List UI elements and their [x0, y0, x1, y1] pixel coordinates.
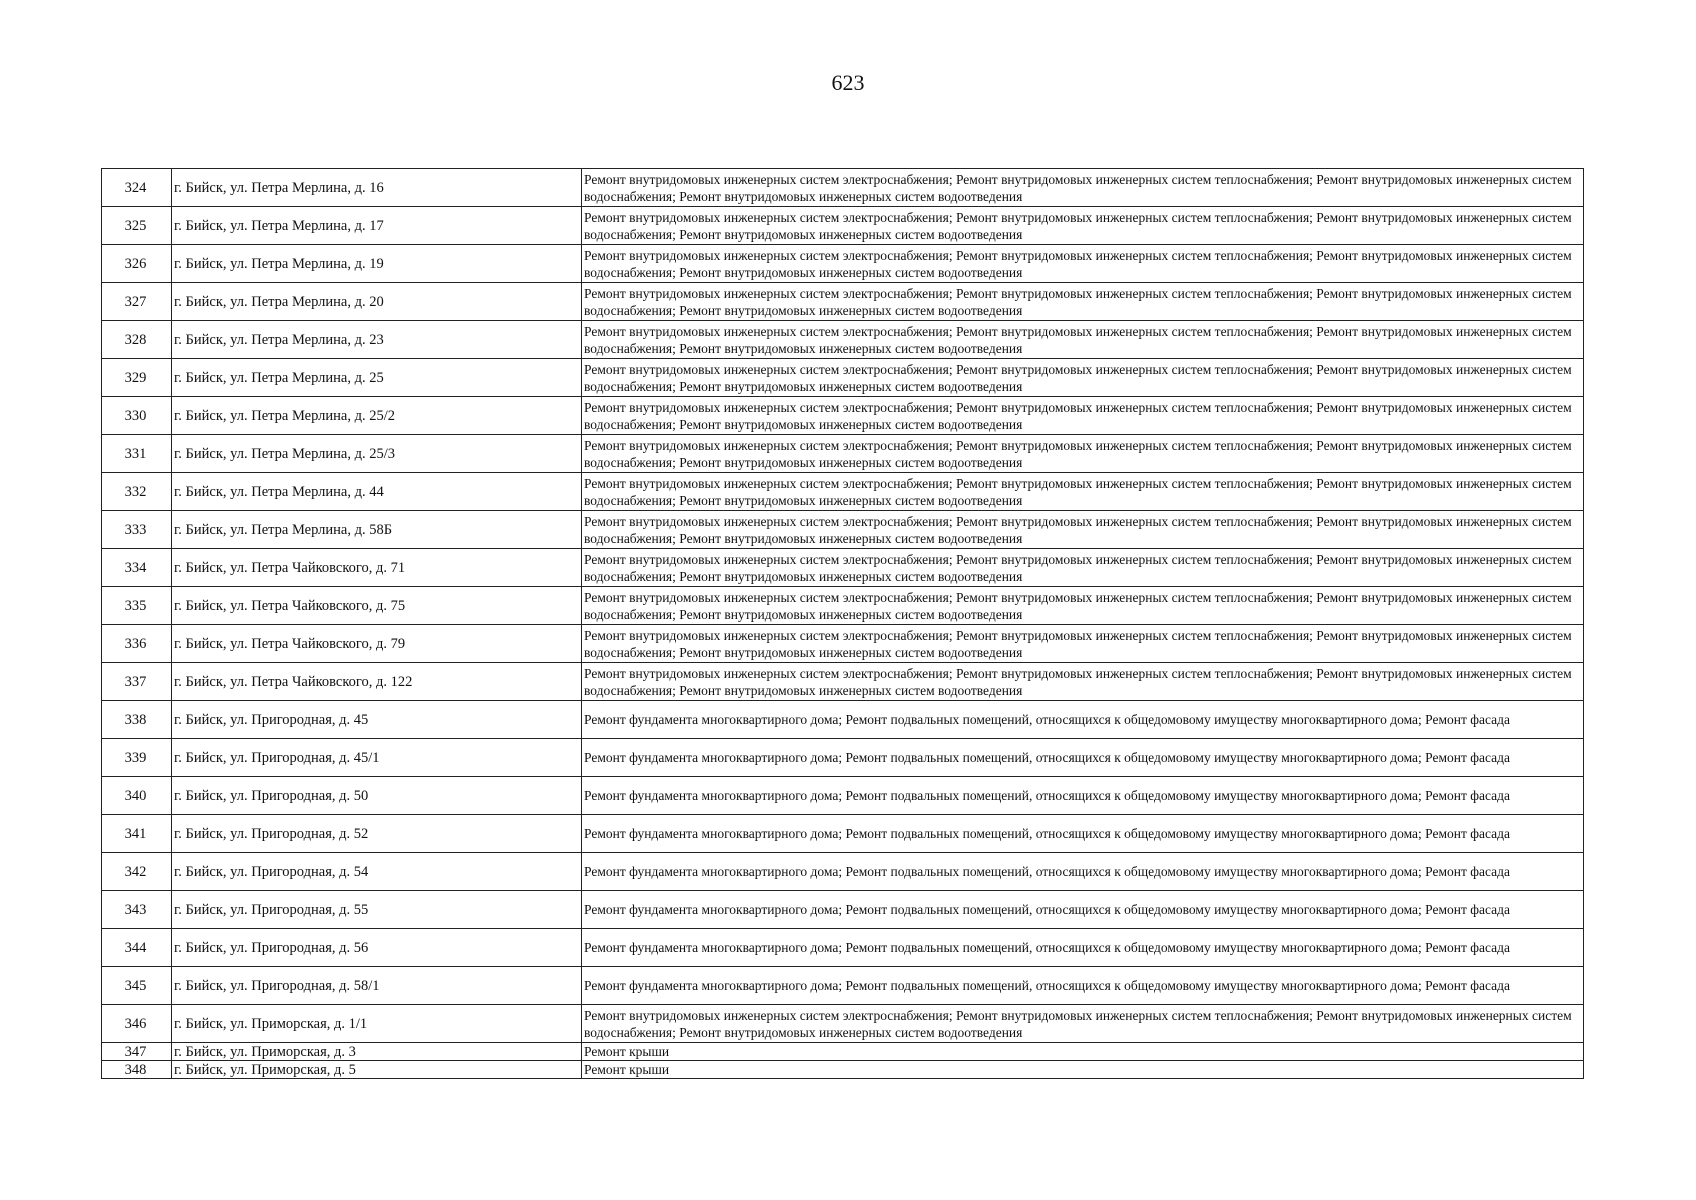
row-works: Ремонт внутридомовых инженерных систем электроснабжения; Ремонт внутридомовых инженерных систем теплоснабжения; Ремонт внутридомовых инженерных систем водоснабжения; Ремонт внутридомовых инженерных систем водоотведения: [582, 625, 1584, 663]
table-row: [102, 549, 1584, 587]
page-number: 623: [831, 70, 865, 95]
table-row: [102, 245, 1584, 283]
row-address: г. Бийск, ул. Петра Мерлина, д. 58Б: [172, 511, 582, 549]
row-works: Ремонт внутридомовых инженерных систем электроснабжения; Ремонт внутридомовых инженерных систем теплоснабжения; Ремонт внутридомовых инженерных систем водоснабжения; Ремонт внутридомовых инженерных систем водоотведения: [582, 397, 1584, 435]
row-number: 343: [102, 891, 172, 929]
row-address: г. Бийск, ул. Петра Мерлина, д. 25/2: [172, 397, 582, 435]
row-works: Ремонт фундамента многоквартирного дома; Ремонт подвальных помещений, относящихся к общедомовому имуществу многоквартирного дома; Ремонт фасада: [582, 815, 1584, 853]
row-number: 340: [102, 777, 172, 815]
row-address: г. Бийск, ул. Петра Мерлина, д. 16: [172, 169, 582, 207]
row-works: Ремонт фундамента многоквартирного дома; Ремонт подвальных помещений, относящихся к общедомовому имуществу многоквартирного дома; Ремонт фасада: [582, 701, 1584, 739]
row-address: г. Бийск, ул. Пригородная, д. 50: [172, 777, 582, 815]
table-row: [102, 701, 1584, 739]
row-number: 329: [102, 359, 172, 397]
row-address: г. Бийск, ул. Петра Мерлина, д. 19: [172, 245, 582, 283]
row-number: 339: [102, 739, 172, 777]
row-works: Ремонт внутридомовых инженерных систем электроснабжения; Ремонт внутридомовых инженерных систем теплоснабжения; Ремонт внутридомовых инженерных систем водоснабжения; Ремонт внутридомовых инженерных систем водоотведения: [582, 473, 1584, 511]
table-row: [102, 397, 1584, 435]
row-works: Ремонт внутридомовых инженерных систем электроснабжения; Ремонт внутридомовых инженерных систем теплоснабжения; Ремонт внутридомовых инженерных систем водоснабжения; Ремонт внутридомовых инженерных систем водоотведения: [582, 321, 1584, 359]
row-works: Ремонт крыши: [582, 1061, 1584, 1079]
row-number: 328: [102, 321, 172, 359]
row-address: г. Бийск, ул. Пригородная, д. 58/1: [172, 967, 582, 1005]
table-row: [102, 625, 1584, 663]
table-row: [102, 511, 1584, 549]
table-row: [102, 587, 1584, 625]
row-number: 325: [102, 207, 172, 245]
table-row: [102, 929, 1584, 967]
table-row: [102, 359, 1584, 397]
row-address: г. Бийск, ул. Петра Мерлина, д. 44: [172, 473, 582, 511]
row-address: г. Бийск, ул. Петра Чайковского, д. 75: [172, 587, 582, 625]
table-row: [102, 815, 1584, 853]
table-row: [102, 1005, 1584, 1043]
row-address: г. Бийск, ул. Петра Мерлина, д. 25/3: [172, 435, 582, 473]
table-row: [102, 473, 1584, 511]
row-address: г. Бийск, ул. Пригородная, д. 45: [172, 701, 582, 739]
row-address: г. Бийск, ул. Пригородная, д. 56: [172, 929, 582, 967]
row-number: 332: [102, 473, 172, 511]
row-number: 327: [102, 283, 172, 321]
table-body: [102, 169, 1584, 1079]
table-row: [102, 967, 1584, 1005]
row-number: 324: [102, 169, 172, 207]
table-row: [102, 321, 1584, 359]
table-row: [102, 435, 1584, 473]
row-works: Ремонт внутридомовых инженерных систем электроснабжения; Ремонт внутридомовых инженерных систем теплоснабжения; Ремонт внутридомовых инженерных систем водоснабжения; Ремонт внутридомовых инженерных систем водоотведения: [582, 435, 1584, 473]
row-address: г. Бийск, ул. Пригородная, д. 52: [172, 815, 582, 853]
row-works: Ремонт внутридомовых инженерных систем электроснабжения; Ремонт внутридомовых инженерных систем теплоснабжения; Ремонт внутридомовых инженерных систем водоснабжения; Ремонт внутридомовых инженерных систем водоотведения: [582, 207, 1584, 245]
row-works: Ремонт внутридомовых инженерных систем электроснабжения; Ремонт внутридомовых инженерных систем теплоснабжения; Ремонт внутридомовых инженерных систем водоснабжения; Ремонт внутридомовых инженерных систем водоотведения: [582, 283, 1584, 321]
row-works: Ремонт внутридомовых инженерных систем электроснабжения; Ремонт внутридомовых инженерных систем теплоснабжения; Ремонт внутридомовых инженерных систем водоснабжения; Ремонт внутридомовых инженерных систем водоотведения: [582, 663, 1584, 701]
row-works: Ремонт фундамента многоквартирного дома; Ремонт подвальных помещений, относящихся к общедомовому имуществу многоквартирного дома; Ремонт фасада: [582, 739, 1584, 777]
row-works: Ремонт фундамента многоквартирного дома; Ремонт подвальных помещений, относящихся к общедомовому имуществу многоквартирного дома; Ремонт фасада: [582, 853, 1584, 891]
row-address: г. Бийск, ул. Петра Мерлина, д. 17: [172, 207, 582, 245]
row-address: г. Бийск, ул. Петра Мерлина, д. 25: [172, 359, 582, 397]
row-number: 341: [102, 815, 172, 853]
table-row: [102, 1061, 1584, 1079]
table-row: [102, 891, 1584, 929]
row-works: Ремонт внутридомовых инженерных систем электроснабжения; Ремонт внутридомовых инженерных систем теплоснабжения; Ремонт внутридомовых инженерных систем водоснабжения; Ремонт внутридомовых инженерных систем водоотведения: [582, 245, 1584, 283]
row-works: Ремонт фундамента многоквартирного дома; Ремонт подвальных помещений, относящихся к общедомовому имуществу многоквартирного дома; Ремонт фасада: [582, 777, 1584, 815]
row-number: 338: [102, 701, 172, 739]
row-works: Ремонт внутридомовых инженерных систем электроснабжения; Ремонт внутридомовых инженерных систем теплоснабжения; Ремонт внутридомовых инженерных систем водоснабжения; Ремонт внутридомовых инженерных систем водоотведения: [582, 549, 1584, 587]
row-works: Ремонт крыши: [582, 1043, 1584, 1061]
row-number: 334: [102, 549, 172, 587]
row-number: 342: [102, 853, 172, 891]
row-address: г. Бийск, ул. Приморская, д. 1/1: [172, 1005, 582, 1043]
row-number: 345: [102, 967, 172, 1005]
row-works: Ремонт внутридомовых инженерных систем электроснабжения; Ремонт внутридомовых инженерных систем теплоснабжения; Ремонт внутридомовых инженерных систем водоснабжения; Ремонт внутридомовых инженерных систем водоотведения: [582, 511, 1584, 549]
row-address: г. Бийск, ул. Петра Чайковского, д. 79: [172, 625, 582, 663]
table-row: [102, 853, 1584, 891]
row-address: г. Бийск, ул. Приморская, д. 5: [172, 1061, 582, 1079]
row-number: 348: [102, 1061, 172, 1079]
row-works: Ремонт фундамента многоквартирного дома; Ремонт подвальных помещений, относящихся к общедомовому имуществу многоквартирного дома; Ремонт фасада: [582, 967, 1584, 1005]
table-row: [102, 663, 1584, 701]
table-row: [102, 283, 1584, 321]
row-number: 344: [102, 929, 172, 967]
row-number: 335: [102, 587, 172, 625]
table-row: [102, 777, 1584, 815]
row-address: г. Бийск, ул. Приморская, д. 3: [172, 1043, 582, 1061]
row-works: Ремонт внутридомовых инженерных систем электроснабжения; Ремонт внутридомовых инженерных систем теплоснабжения; Ремонт внутридомовых инженерных систем водоснабжения; Ремонт внутридомовых инженерных систем водоотведения: [582, 169, 1584, 207]
row-number: 331: [102, 435, 172, 473]
row-number: 347: [102, 1043, 172, 1061]
repair-works-table: [101, 168, 1584, 1079]
row-works: Ремонт внутридомовых инженерных систем электроснабжения; Ремонт внутридомовых инженерных систем теплоснабжения; Ремонт внутридомовых инженерных систем водоснабжения; Ремонт внутридомовых инженерных систем водоотведения: [582, 359, 1584, 397]
row-address: г. Бийск, ул. Пригородная, д. 45/1: [172, 739, 582, 777]
table-row: [102, 207, 1584, 245]
row-works: Ремонт внутридомовых инженерных систем электроснабжения; Ремонт внутридомовых инженерных систем теплоснабжения; Ремонт внутридомовых инженерных систем водоснабжения; Ремонт внутридомовых инженерных систем водоотведения: [582, 1005, 1584, 1043]
row-works: Ремонт фундамента многоквартирного дома; Ремонт подвальных помещений, относящихся к общедомовому имуществу многоквартирного дома; Ремонт фасада: [582, 929, 1584, 967]
table-row: [102, 1043, 1584, 1061]
row-number: 330: [102, 397, 172, 435]
table-row: [102, 169, 1584, 207]
row-address: г. Бийск, ул. Пригородная, д. 55: [172, 891, 582, 929]
row-address: г. Бийск, ул. Пригородная, д. 54: [172, 853, 582, 891]
row-number: 346: [102, 1005, 172, 1043]
table-row: [102, 739, 1584, 777]
row-number: 337: [102, 663, 172, 701]
row-address: г. Бийск, ул. Петра Чайковского, д. 71: [172, 549, 582, 587]
row-address: г. Бийск, ул. Петра Чайковского, д. 122: [172, 663, 582, 701]
row-address: г. Бийск, ул. Петра Мерлина, д. 20: [172, 283, 582, 321]
row-works: Ремонт фундамента многоквартирного дома; Ремонт подвальных помещений, относящихся к общедомовому имуществу многоквартирного дома; Ремонт фасада: [582, 891, 1584, 929]
row-address: г. Бийск, ул. Петра Мерлина, д. 23: [172, 321, 582, 359]
row-number: 336: [102, 625, 172, 663]
row-number: 326: [102, 245, 172, 283]
row-works: Ремонт внутридомовых инженерных систем электроснабжения; Ремонт внутридомовых инженерных систем теплоснабжения; Ремонт внутридомовых инженерных систем водоснабжения; Ремонт внутридомовых инженерных систем водоотведения: [582, 587, 1584, 625]
row-number: 333: [102, 511, 172, 549]
